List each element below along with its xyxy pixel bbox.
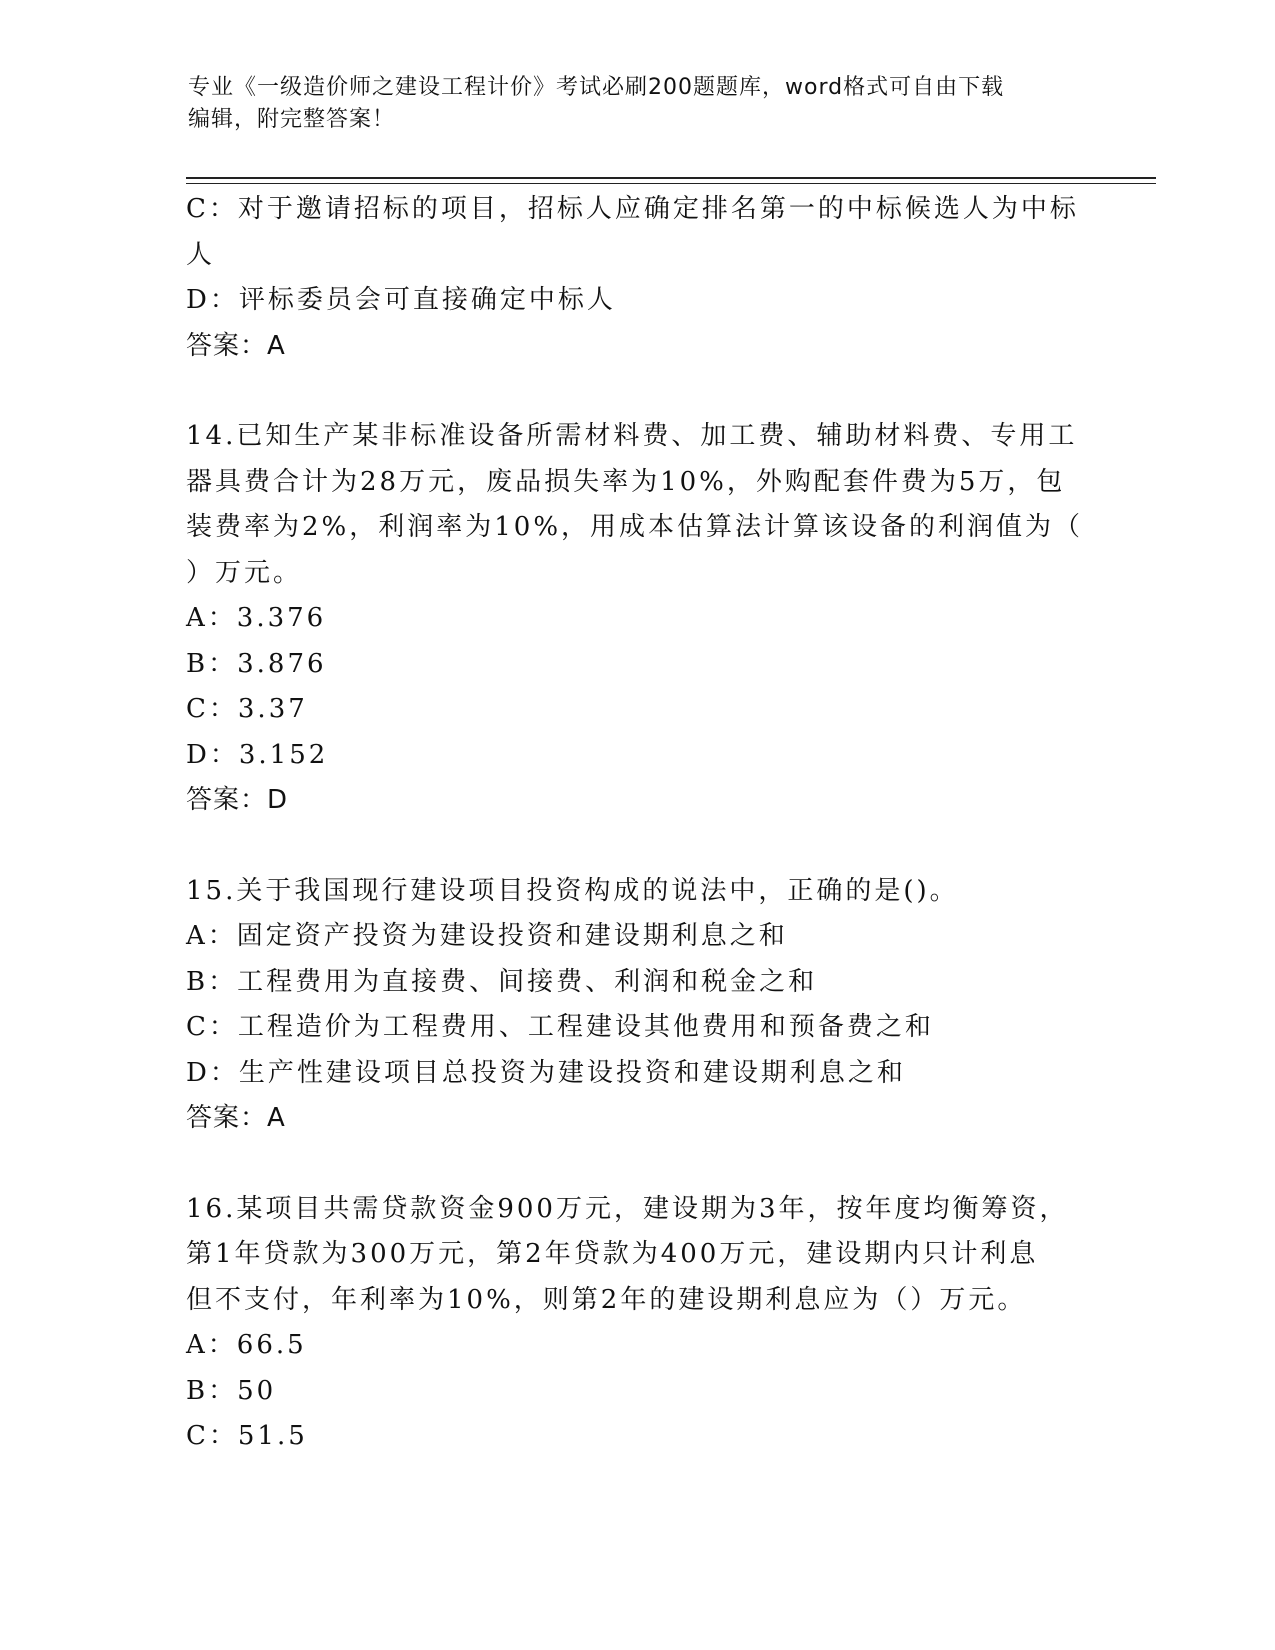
q15-option-d: D：生产性建设项目总投资为建设投资和建设期利息之和 [186,1057,906,1088]
spacer [186,369,1086,414]
spacer [186,1142,1086,1187]
q14-option-b: B：3.876 [186,648,327,679]
header-divider-thick [186,177,1156,179]
header-divider-thin [186,183,1156,184]
q14-option-a: A：3.376 [186,603,327,633]
q16-option-c: C：51.5 [186,1421,308,1451]
q16-stem-line-2: 第1年贷款为300万元，第2年贷款为400万元，建设期内只计利息 [186,1239,1039,1269]
q16-option-a: A：66.5 [186,1330,307,1360]
header-title-line-1: 专业《一级造价师之建设工程计价》考试必刷200题题库，word格式可自由下载 [188,75,1005,100]
question-14-block [186,414,1086,824]
q14-stem-line-2: 器具费合计为28万元，废品损失率为10%，外购配套件费为5万，包 [186,466,1066,497]
q15-option-a: A：固定资产投资为建设投资和建设期利息之和 [186,921,788,951]
q16-stem-line-1: 16.某项目共需贷款资金900万元，建设期为3年，按年度均衡筹资， [186,1193,1069,1224]
q14-option-c: C：3.37 [186,694,308,724]
q14-option-d: D：3.152 [186,739,329,770]
question-16-block [186,1187,1086,1460]
document-header [188,72,1068,136]
q14-stem-line-4: ）万元。 [186,557,303,588]
question-13-block [186,187,1086,369]
q15-option-b: B：工程费用为直接费、间接费、利润和税金之和 [186,966,818,997]
q15-option-c: C：工程造价为工程费用、工程建设其他费用和预备费之和 [186,1012,934,1042]
q15-stem: 15.关于我国现行建设项目投资构成的说法中，正确的是()。 [186,875,959,906]
q15-answer: 答案：A [186,1103,286,1133]
q13-option-c-line-1: C：对于邀请招标的项目，招标人应确定排名第一的中标候选人为中标 [186,194,1079,224]
q14-stem-line-3: 装费率为2%，利润率为10%，用成本估算法计算该设备的利润值为（ [186,512,1084,542]
q16-stem-line-3: 但不支付，年利率为10%，则第2年的建设期利息应为（）万元。 [186,1284,1027,1315]
q14-stem-line-1: 14.已知生产某非标准设备所需材料费、加工费、辅助材料费、专用工 [186,421,1078,451]
header-title-line-2: 编辑，附完整答案！ [188,107,396,132]
question-content [186,187,1086,1460]
q13-option-d: D：评标委员会可直接确定中标人 [186,285,616,315]
q16-option-b: B：50 [186,1375,277,1406]
q14-answer: 答案：D [186,785,289,815]
spacer [186,824,1086,869]
question-15-block [186,869,1086,1142]
q13-answer: 答案：A [186,330,286,361]
q13-option-c-line-2: 人 [186,239,216,270]
